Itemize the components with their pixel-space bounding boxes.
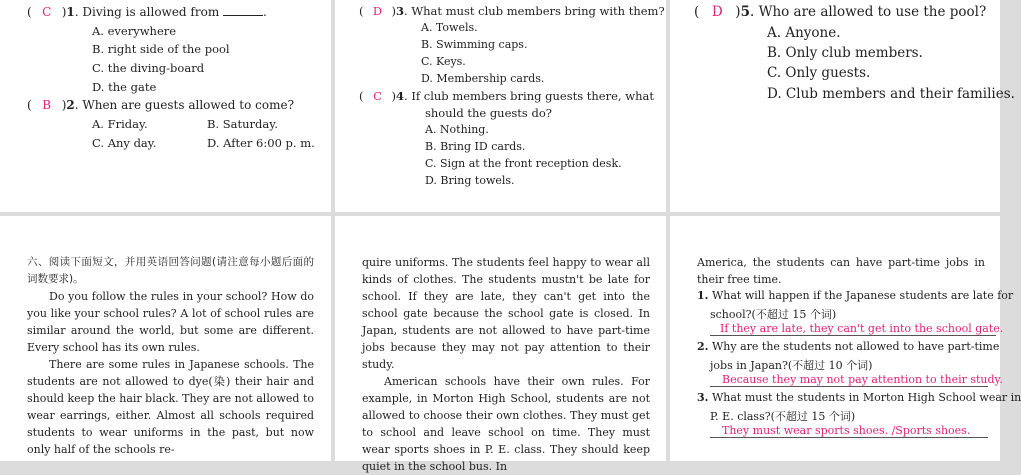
panel-question-5 [670,0,1015,212]
option: B. Only club members. [767,45,923,61]
option: D. the gate [92,80,157,94]
option: A. Anyone. [767,25,841,41]
option: C. Keys. [421,55,466,68]
question-3: ( D )3. What must club members bring with them? [359,4,665,18]
paragraph: Do you follow the rules in your school? How do you like your school rules? A lot of school rules are similar around the world, but some are different. Every school has its own rules. [27,290,314,354]
option: A. Nothing. [425,123,489,136]
answer-mark: B [42,98,52,112]
question-5: ( D )5. Who are allowed to use the pool? [694,4,987,20]
passage [697,254,985,288]
option: A. everywhere [92,24,177,38]
paragraph: There are some rules in Japanese schools. The students are not allowed to dye(染) their hair and should keep the hair black. They are not allowed to wear earrings, either. Almost all schools required students to wear uniforms in the past, but now only half of the schools re- [27,358,314,456]
paragraph: quire uniforms. The students feel happy to wear all kinds of clothes. The students mustn't be late for school. If they are late, they can't get into the school gate because the school gate is closed. In Japan, students are not allowed to have part-time jobs because they may not pay attention to their study. [362,256,650,371]
option: B. Swimming caps. [421,38,528,51]
answer-line-3: They must wear sports shoes. /Sports shoes. [710,424,988,438]
option: D. Bring towels. [425,174,515,187]
option: D. After 6:00 p. m. [207,136,315,150]
passage-column-2 [335,216,666,473]
answer-mark: D [711,4,723,20]
answer-mark: D [372,4,383,18]
option: A. Friday. [92,117,148,131]
section-heading: 六、阅读下面短文，并用英语回答问题(请注意每小题后面的词数要求)。 [27,256,314,285]
option: C. Any day. [92,136,157,150]
option: C. the diving-board [92,61,205,75]
fill-blank [223,5,263,16]
option: C. Only guests. [767,65,871,81]
option: D. Membership cards. [421,72,545,85]
option: B. right side of the pool [92,42,230,56]
question-continued: P. E. class?(不超过 15 个词) [710,410,856,423]
passage-column-3 [670,216,1021,461]
passage-column-1 [0,216,331,461]
short-answer-question-3: 3. What must the students in Morton High School wear in [697,391,1021,404]
option: D. Club members and their families. [767,86,1015,102]
answer-line-1: If they are late, they can't get into the school gate. [710,322,996,336]
passage [362,254,650,475]
short-answer-question-2: 2. Why are the students not allowed to have part-time [697,340,1000,353]
panel-questions-3-4 [335,0,666,212]
answer-mark: C [42,5,52,19]
paragraph: America, the students can have part-time jobs in their free time. [697,256,985,286]
option: B. Saturday. [207,117,278,131]
question-continued: school?(不超过 15 个词) [710,308,837,321]
answer-line-2: Because they may not pay attention to their study. [710,373,988,387]
option: A. Towels. [421,21,478,34]
question-continued: jobs in Japan?(不超过 10 个词) [710,359,873,372]
question-4: ( C )4. If club members bring guests there, what [359,89,654,103]
answer-mark: C [373,89,382,103]
passage [27,288,314,458]
option: C. Sign at the front reception desk. [425,157,622,170]
option: B. Bring ID cards. [425,140,526,153]
panel-questions-1-2 [0,0,331,212]
question-2: ( B )2. When are guests allowed to come? [27,98,294,112]
short-answer-question-1: 1. What will happen if the Japanese students are late for [697,289,1014,302]
question-4-continued: should the guests do? [425,106,552,120]
question-1: ( C )1. Diving is allowed from . [27,5,267,19]
paragraph: American schools have their own rules. For example, in Morton High School, students are not allowed to choose their own clothes. They must get to school and leave school on time. They must wear sports shoes in P. E. class. They should keep quiet in the school bus. In [362,375,650,473]
